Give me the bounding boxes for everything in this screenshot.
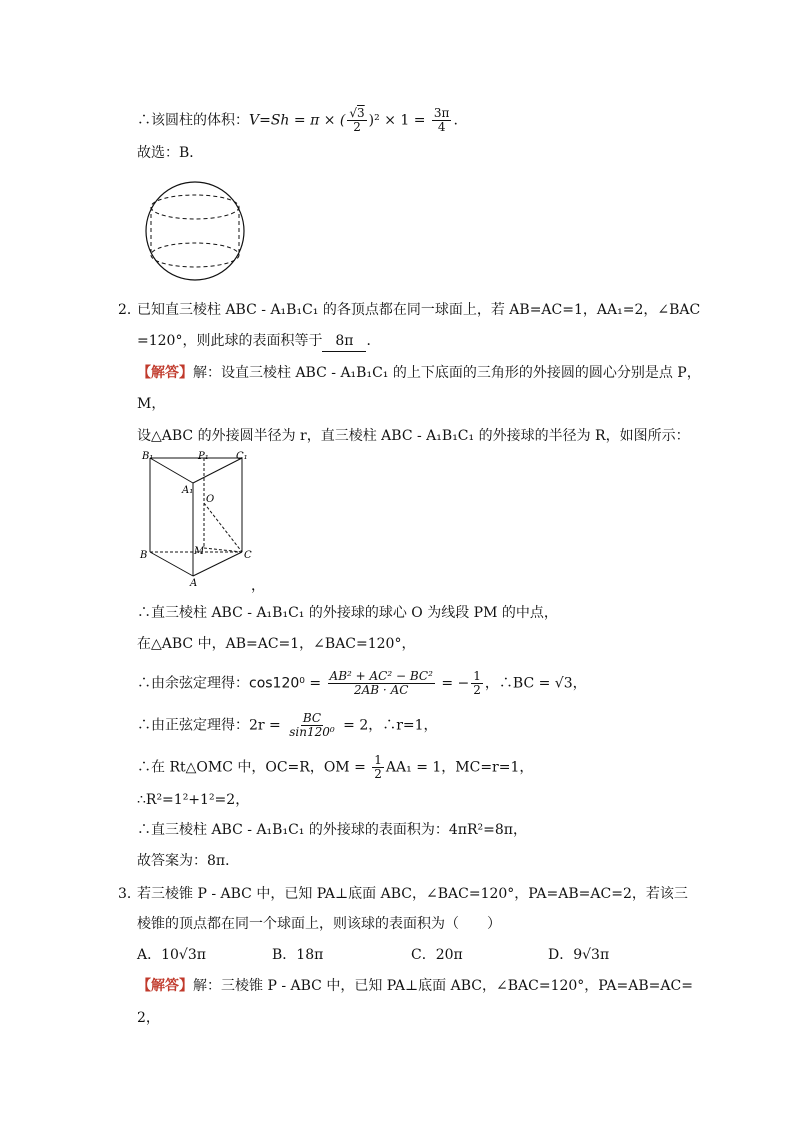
figure-comma: ， (251, 578, 265, 594)
q2-line7: ∴在 Rt△OMC 中，OC=R，OM = $\frac{1}{2}$ AA₁ = 1，MC=r=1， (137, 753, 534, 781)
prism-figure (138, 448, 268, 588)
q2-solution-2: 设△ABC 的外接圆半径为 r，直三棱柱 ABC - A₁B₁C₁ 的外接球的半径为 R，如图所示： (137, 428, 690, 444)
q2-solution-1b: M， (137, 396, 166, 412)
q3-option-b: B．18π (272, 947, 324, 963)
answer-blank: 8π (322, 331, 366, 352)
sphere-cylinder-figure (140, 180, 250, 282)
label-P1: P₁ (198, 451, 209, 462)
q2-line4: 在△ABC 中，AB=AC=1，∠BAC=120°， (137, 636, 416, 652)
q3-option-a: A．10√3π (137, 947, 206, 963)
q3-option-d: D．9√3π (548, 947, 610, 963)
q3-solution-1: 【解答】解：三棱锥 P - ABC 中，已知 PA⊥底面 ABC，∠BAC=120°，PA=AB=AC= (137, 978, 693, 994)
label-O: O (206, 494, 215, 505)
q3-line1: 若三棱锥 P - ABC 中，已知 PA⊥底面 ABC，∠BAC=120°，PA=AB=AC=2，若该三 (137, 886, 688, 902)
q2-line1: 已知直三棱柱 ABC - A₁B₁C₁ 的各顶点都在同一球面上，若 AB=AC=1，AA₁=2，∠BAC (137, 302, 701, 318)
q3-line2: 棱锥的顶点都在同一个球面上，则该球的表面积为（ ） (137, 916, 501, 932)
q2-line3: ∴直三棱柱 ABC - A₁B₁C₁ 的外接球的球心 O 为线段 PM 的中点， (137, 605, 558, 621)
answer-line: 故选：B． (137, 145, 204, 161)
q2-line8: ∴R²=1²+1²=2， (137, 792, 250, 808)
label-B1: B₁ (142, 451, 154, 462)
q2-number: 2． (118, 302, 141, 318)
label-C: C (244, 550, 252, 561)
q3-number: 3． (118, 886, 141, 902)
label-C1: C₁ (236, 451, 248, 462)
q2-line5: ∴由余弦定理得：cos120⁰ = $\frac{\text{AB² + AC² − BC²}}{2AB \cdot AC}$ = − $\frac{1}{2}$ ，∴BC = √3， (137, 669, 587, 697)
q2-line2: =120°，则此球的表面积等于 8π ． (137, 331, 380, 352)
volume-line: ∴该圆柱的体积：V=Sh = π × ( $\frac{√3}{2}$ )² × 1 = $\frac{3\pi}{4}$ . (137, 106, 458, 134)
label-A: A (190, 578, 198, 588)
q3-solution-2: 2， (137, 1010, 160, 1026)
q2-line9: ∴直三棱柱 ABC - A₁B₁C₁ 的外接球的表面积为：4πR²=8π， (137, 822, 527, 838)
label-B: B (140, 550, 148, 561)
label-A1: A₁ (182, 485, 194, 496)
label-M: M (194, 546, 205, 557)
q2-line10: 故答案为：8π． (137, 853, 240, 869)
q3-option-c: C．20π (411, 947, 463, 963)
q2-solution-1: 【解答】解：设直三棱柱 ABC - A₁B₁C₁ 的上下底面的三角形的外接圆的圆心分别是点 P， (137, 365, 701, 381)
q2-line6: ∴由正弦定理得：2r = $\frac{BC}{\text{sin120⁰}}$ = 2，∴r=1， (137, 711, 438, 739)
